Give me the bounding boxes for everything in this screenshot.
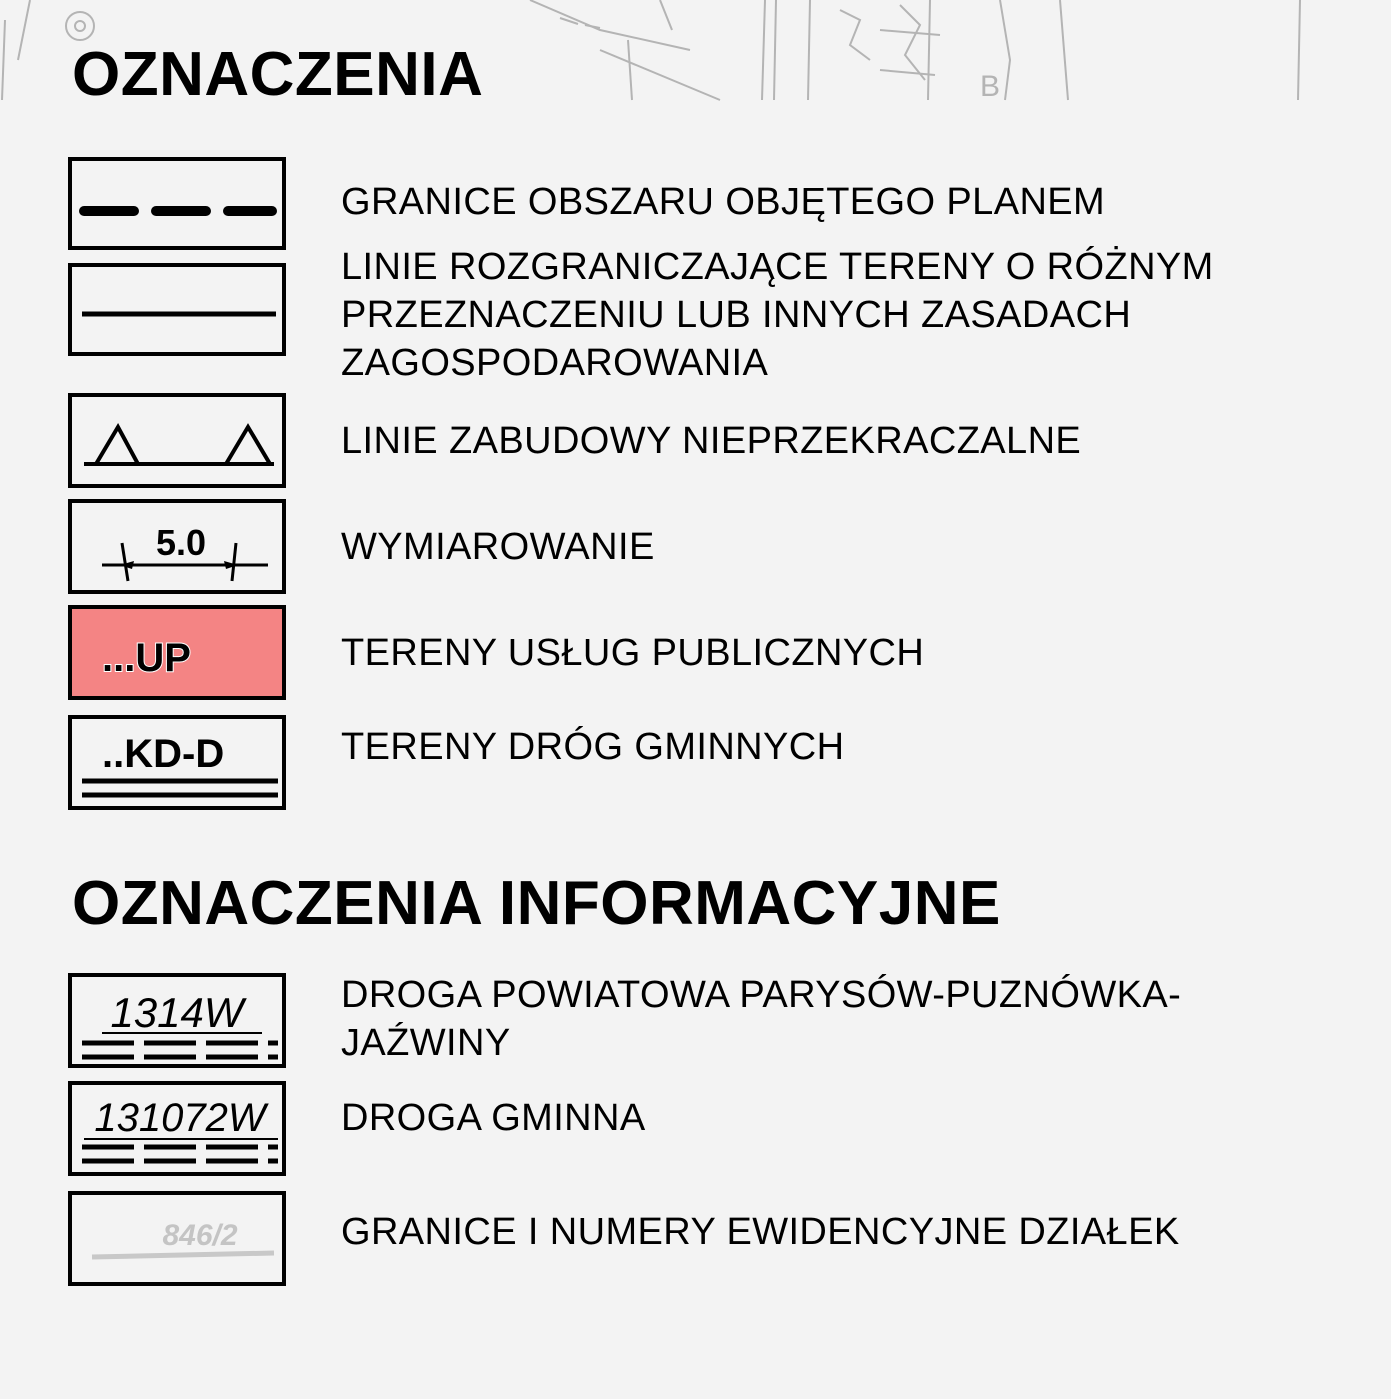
legend-label-building-lines: LINIE ZABUDOWY NIEPRZEKRACZALNE — [341, 420, 1082, 462]
parcel-number: 846/2 — [162, 1219, 238, 1252]
legend-symbol-municipal-roads — [68, 715, 286, 810]
legend-label-dimension: WYMIAROWANIE — [341, 526, 655, 568]
legend-label-public-services: TERENY USŁUG PUBLICZNYCH — [341, 632, 925, 674]
dimension-line-icon — [72, 503, 282, 590]
legend-symbol-parcel-boundaries — [68, 1191, 286, 1286]
legend-symbol-county-road — [68, 973, 286, 1068]
dashed-road-line-icon — [72, 977, 282, 1064]
dimension-sample-value: 5.0 — [155, 522, 207, 563]
public-services-area-icon — [72, 609, 282, 696]
legend-title: OZNACZENIA — [72, 40, 484, 109]
municipal-road-number: 131072W — [94, 1096, 266, 1140]
legend-symbol-dimension — [68, 499, 286, 594]
legend-symbol-public-services — [68, 605, 286, 700]
legend-label-municipal-roads: TERENY DRÓG GMINNYCH — [341, 726, 845, 768]
legend-symbol-municipal-road — [68, 1081, 286, 1176]
legend-symbol-plan-boundary — [68, 157, 286, 250]
legend-label-plan-boundary: GRANICE OBSZARU OBJĘTEGO PLANEM — [341, 181, 1106, 223]
legend-label-boundary-lines: LINIE ROZGRANICZAJĄCE TERENY O RÓŻNYM PRZEZNACZENIU LUB INNYCH ZASADACH ZAGOSPODAROWANIA — [341, 246, 1214, 384]
double-line-icon — [72, 719, 282, 806]
dashed-road-line-icon — [72, 1085, 282, 1172]
legend-label-county-road: DROGA POWIATOWA PARYSÓW-PUZNÓWKA-JAŹWINY — [341, 974, 1182, 1064]
map-letter-b: B — [980, 70, 1001, 103]
info-legend-title: OZNACZENIA INFORMACYJNE — [72, 869, 1001, 938]
legend-symbol-boundary-lines — [68, 263, 286, 356]
grey-parcel-line-icon — [72, 1195, 282, 1282]
municipal-roads-code: ..KD-D — [102, 732, 225, 776]
solid-line-icon — [72, 267, 282, 352]
legend-label-parcel-boundaries: GRANICE I NUMERY EWIDENCYJNE DZIAŁEK — [341, 1211, 1180, 1253]
county-road-number: 1314W — [110, 989, 244, 1036]
legend-symbol-building-lines — [68, 393, 286, 488]
public-services-code: ...UP — [102, 636, 191, 680]
triangle-line-icon — [72, 397, 282, 484]
legend-label-municipal-road: DROGA GMINNA — [341, 1097, 646, 1139]
dashed-line-icon — [72, 161, 282, 246]
